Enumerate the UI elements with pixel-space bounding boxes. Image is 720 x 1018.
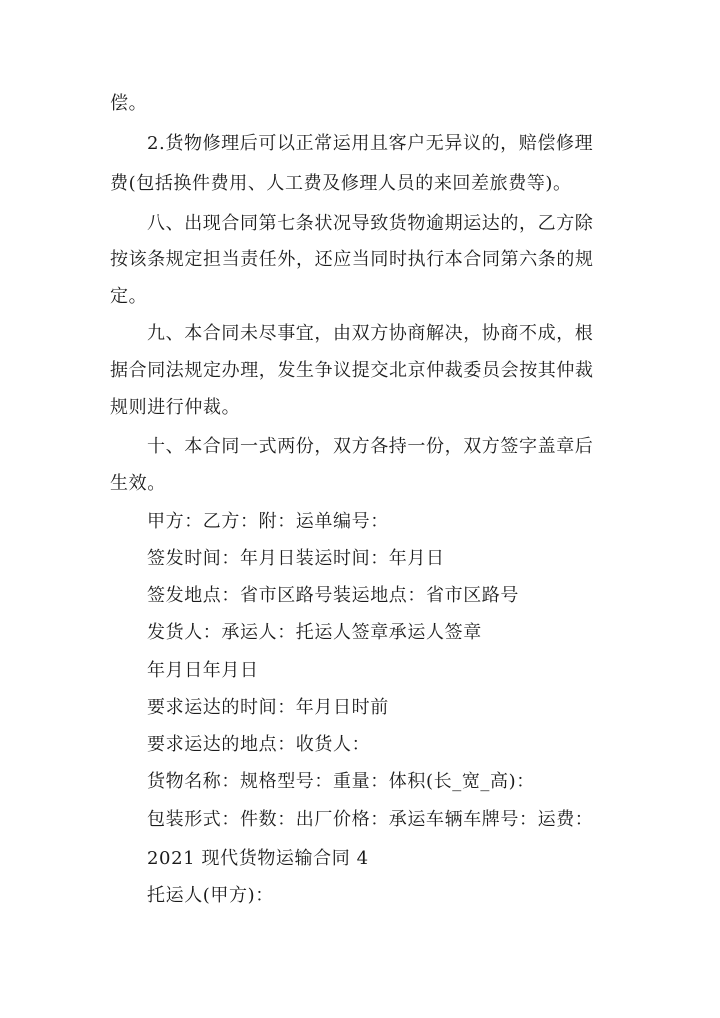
text-line: 据合同法规定办理，发生争议提交北京仲裁委员会按其仲裁: [110, 360, 594, 381]
text-line: 按该条规定担当责任外，还应当同时执行本合同第六条的规: [110, 249, 594, 270]
text-line: 货物名称：规格型号：重量：体积(长_宽_高)：: [147, 771, 535, 792]
text-line: 要求运达的时间：年月日时前: [147, 697, 389, 718]
text-line: 签发地点：省市区路号装运地点：省市区路号: [147, 585, 519, 606]
text-line: 要求运达的地点：收货人：: [147, 734, 371, 755]
text-line: 签发时间：年月日装运时间：年月日: [147, 548, 445, 569]
text-line: 规则进行仲裁。: [110, 397, 241, 418]
text-line: 2021 现代货物运输合同 4: [147, 848, 369, 869]
text-line: 2.货物修理后可以正常运用且客户无异议的，赔偿修理: [147, 133, 594, 154]
text-line: 甲方：乙方：附：运单编号：: [147, 511, 389, 532]
text-line: 十、本合同一式两份，双方各持一份，双方签字盖章后: [147, 436, 594, 457]
text-line: 生效。: [110, 473, 166, 494]
text-line: 偿。: [110, 93, 148, 114]
text-line: 定。: [110, 286, 148, 307]
text-line: 九、本合同未尽事宜，由双方协商解决，协商不成，根: [147, 323, 594, 344]
text-line: 托运人(甲方)：: [147, 885, 274, 906]
text-line: 发货人：承运人：托运人签章承运人签章: [147, 622, 482, 643]
text-line: 包装形式：件数：出厂价格：承运车辆车牌号：运费：: [147, 809, 594, 830]
text-line: 费(包括换件费用、人工费及修理人员的来回差旅费等)。: [110, 173, 572, 194]
text-line: 八、出现合同第七条状况导致货物逾期运达的，乙方除: [147, 213, 594, 234]
text-line: 年月日年月日: [147, 660, 259, 681]
